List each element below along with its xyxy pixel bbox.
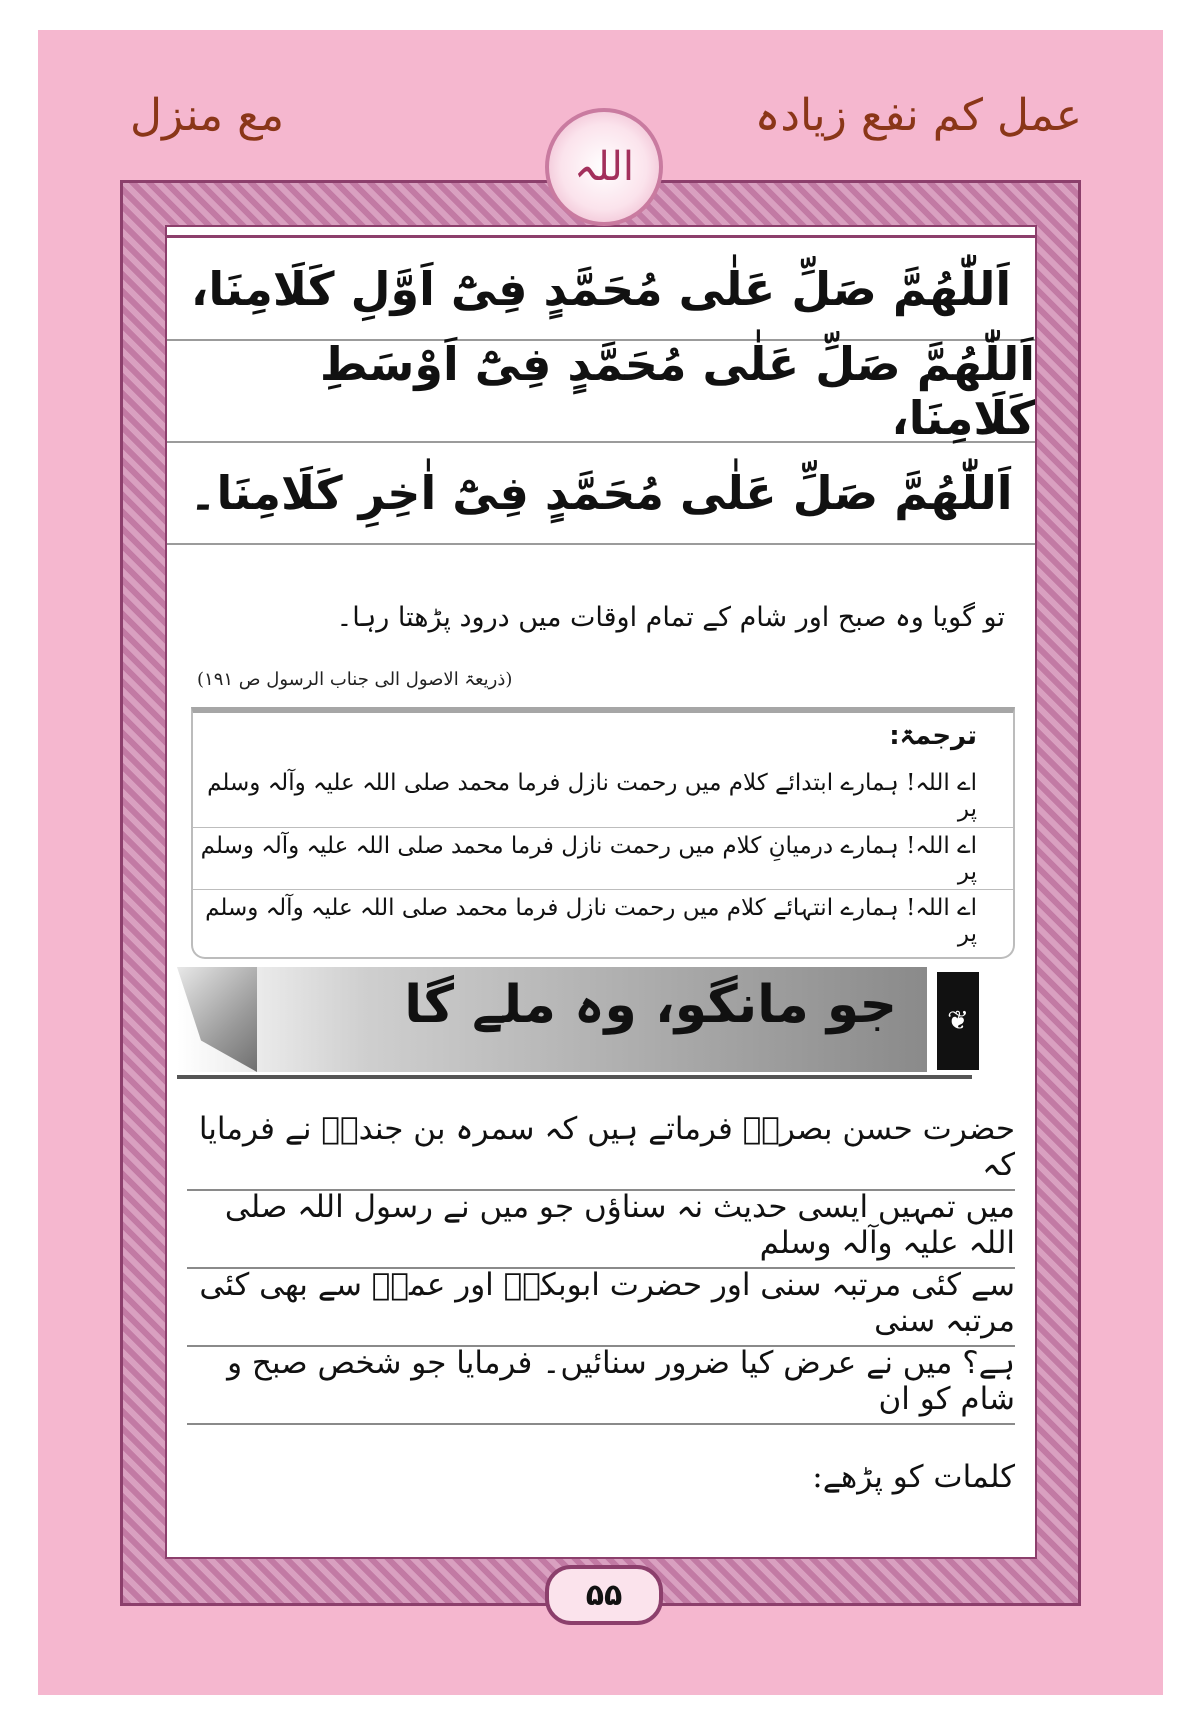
paragraph-line: حضرت حسن بصریؒ فرماتے ہیں کہ سمرہ بن جندبؓ نے فرمایا کہ <box>187 1107 1015 1191</box>
durood-line: اَللّٰھُمَّ صَلِّ عَلٰی مُحَمَّدٍ فِیْٓ اٰخِرِ کَلَامِنَا۔ <box>167 443 1035 545</box>
source-reference: (ذریعۃ الاصول الی جناب الرسول ص ۱۹۱) <box>197 669 513 690</box>
page-curl-icon <box>177 967 257 1072</box>
durood-line: اَللّٰھُمَّ صَلِّ عَلٰی مُحَمَّدٍ فِیْٓ اَوَّلِ کَلَامِنَا، <box>167 239 1035 341</box>
section-banner <box>177 967 927 1072</box>
paragraph-line: میں تمہیں ایسی حدیث نہ سناؤں جو میں نے رسول اللہ صلی اللہ علیہ وآلہ وسلم <box>187 1185 1015 1269</box>
allah-medallion: اللہ <box>545 108 663 226</box>
narration-text: تو گویا وہ صبح اور شام کے تمام اوقات میں درود پڑھتا رہا۔ <box>336 602 1005 633</box>
leaf-ornament-icon: ❦ <box>937 972 979 1070</box>
paragraph-line: ہے؟ میں نے عرض کیا ضرور سنائیں۔ فرمایا جو شخص صبح و شام کو ان <box>187 1341 1015 1425</box>
translation-row: اے اللہ! ہمارے ابتدائے کلام میں رحمت نازل فرما محمد صلی اللہ علیہ وآلہ وسلم پر <box>207 770 977 822</box>
section-title: جو مانگو، وہ ملے گا <box>404 975 897 1035</box>
translation-label: ترجمۃ: <box>889 721 977 751</box>
banner-underline <box>177 1075 972 1079</box>
content-panel <box>165 225 1037 1559</box>
top-rule <box>167 235 1035 238</box>
translation-row: اے اللہ! ہمارے درمیانِ کلام میں رحمت نازل فرما محمد صلی اللہ علیہ وآلہ وسلم پر <box>193 827 1013 890</box>
translation-box <box>191 707 1015 959</box>
paragraph-line: سے کئی مرتبہ سنی اور حضرت ابوبکرؓ اور عمرؓ سے بھی کئی مرتبہ سنی <box>187 1263 1015 1347</box>
page-number: ۵۵ <box>545 1565 663 1625</box>
running-header-title: عمل کم نفع زیادہ <box>754 90 1082 141</box>
durood-line: اَللّٰھُمَّ صَلِّ عَلٰی مُحَمَّدٍ فِیْٓ اَوْسَطِ کَلَامِنَا، <box>167 341 1035 443</box>
translation-row: اے اللہ! ہمارے انتہائے کلام میں رحمت نازل فرما محمد صلی اللہ علیہ وآلہ وسلم پر <box>193 889 1013 952</box>
running-header-subtitle: مع منزل <box>130 90 285 141</box>
paragraph-line: کلمات کو پڑھے: <box>812 1459 1015 1495</box>
